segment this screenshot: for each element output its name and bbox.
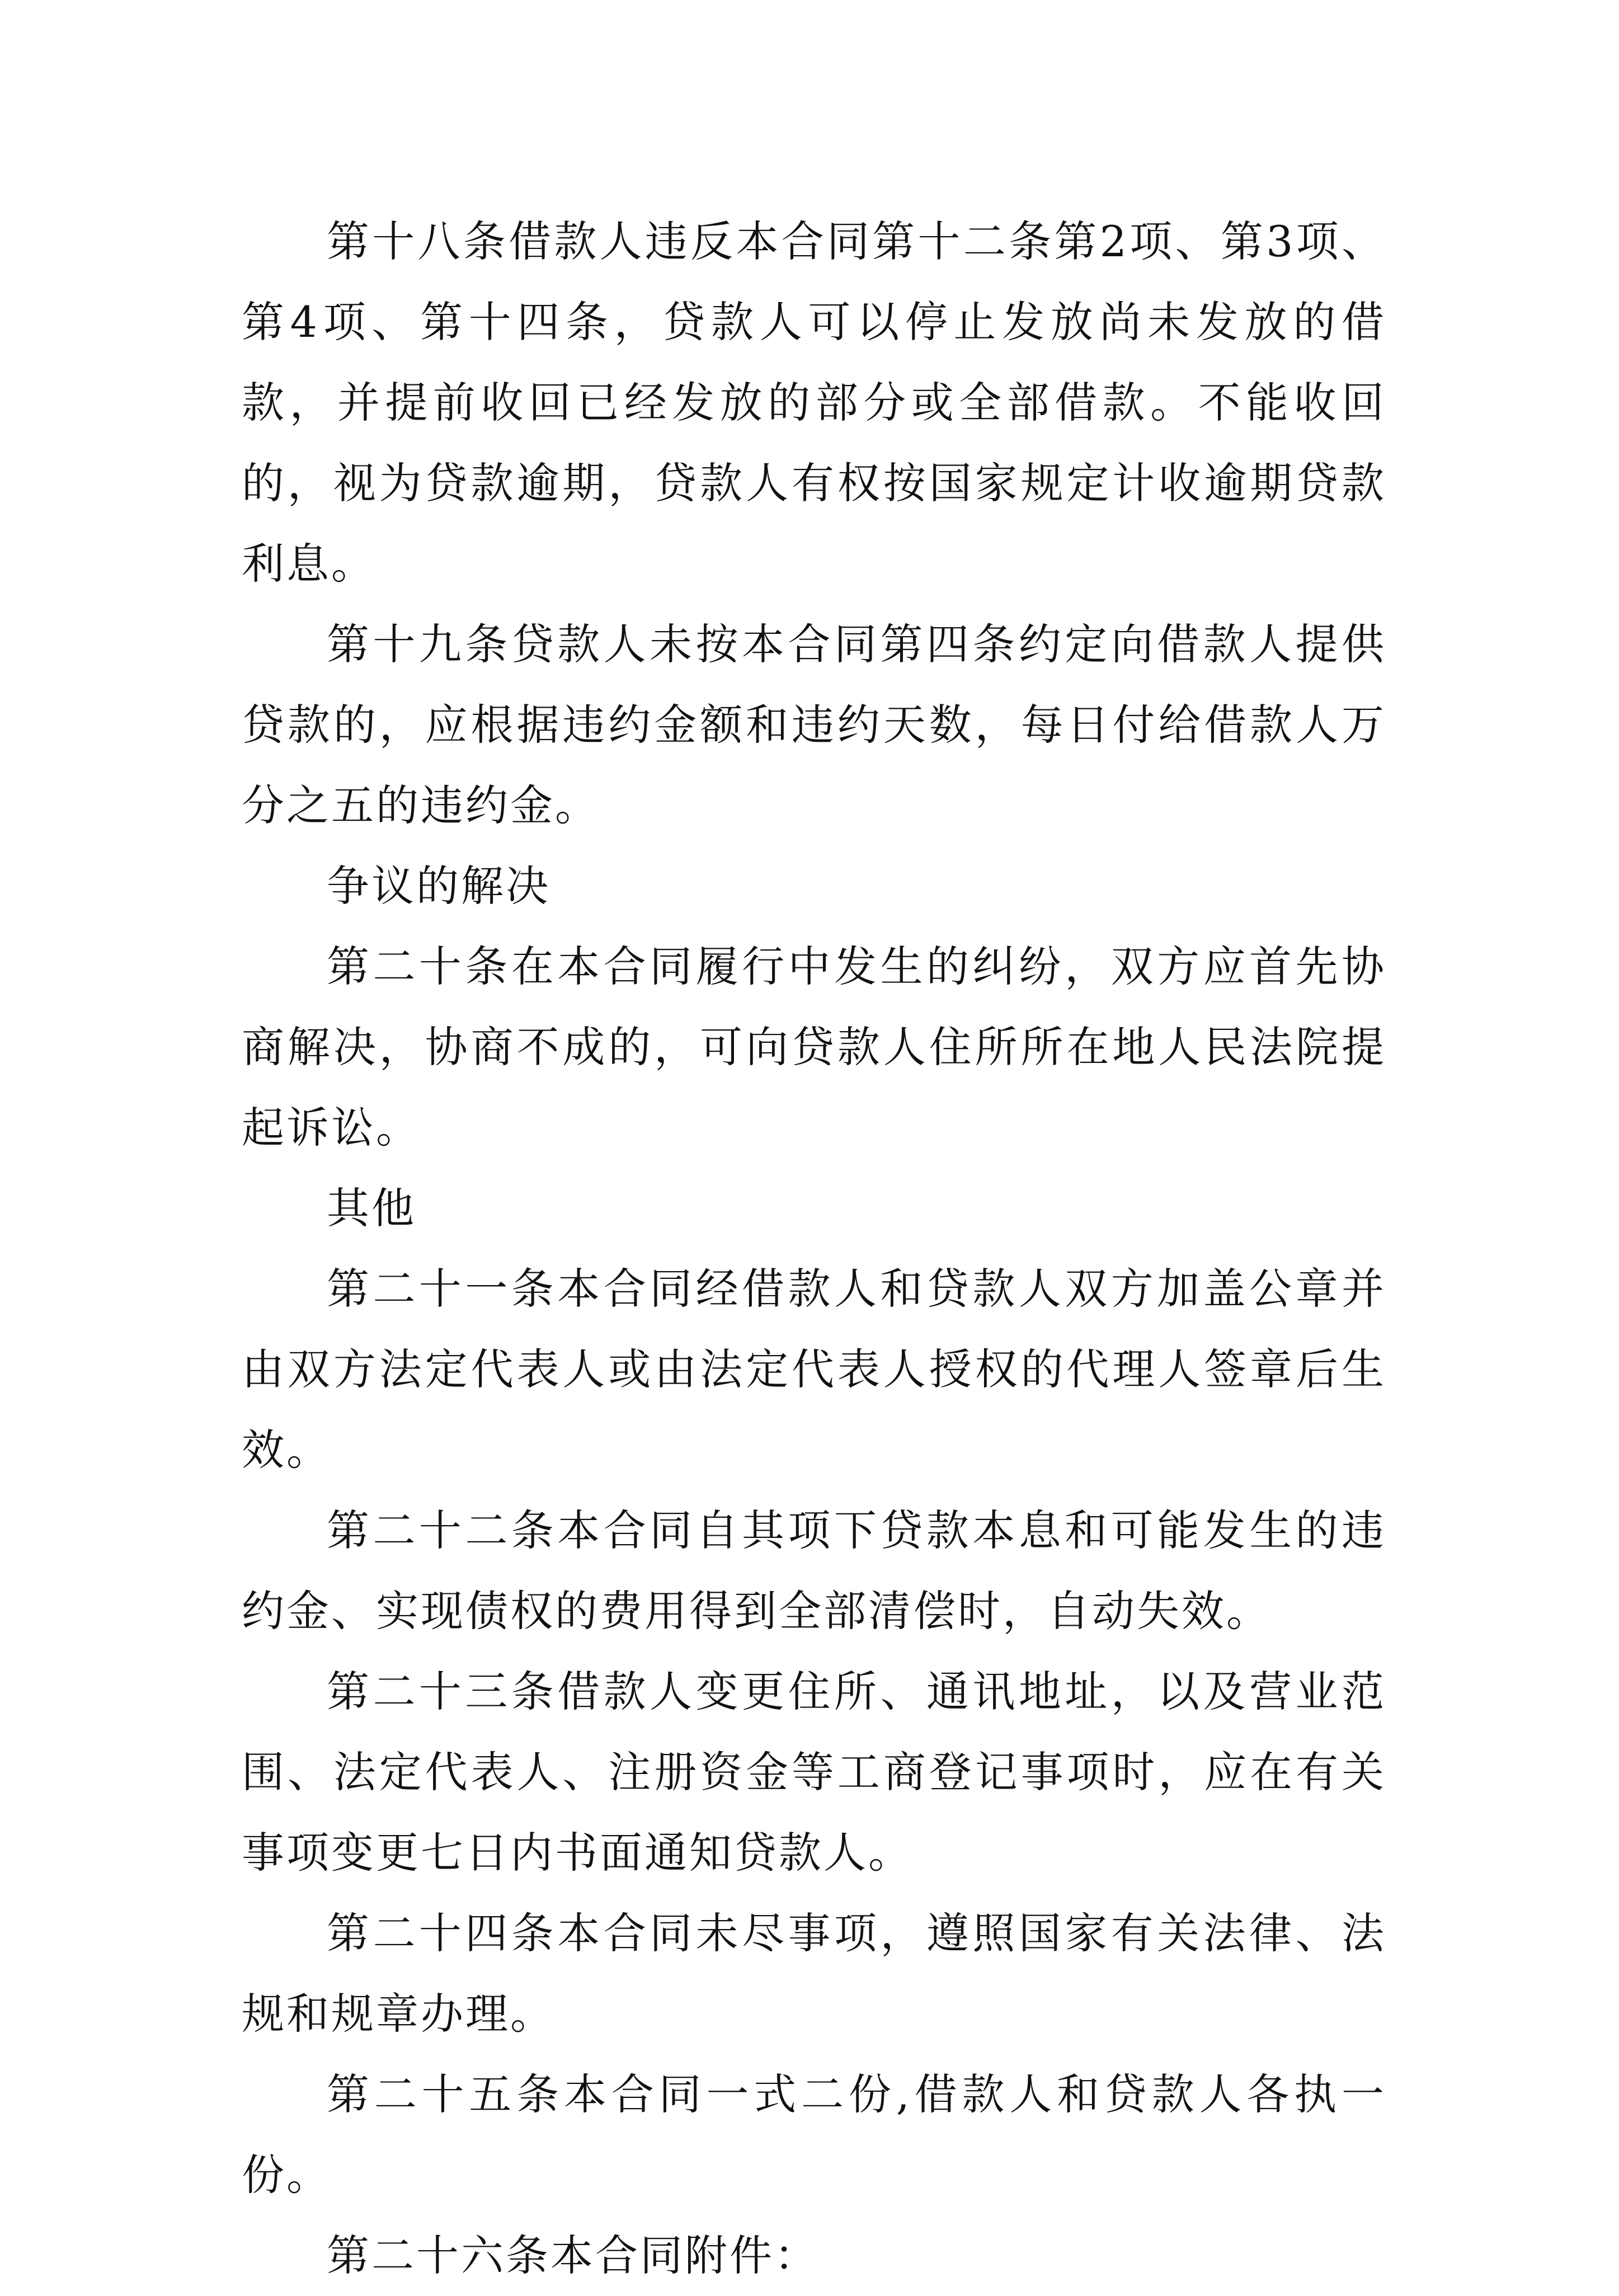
article-18: 第十八条借款人违反本合同第十二条第2项、第3项、第4项、第十四条，贷款人可以停止发放尚未发放的借款，并提前收回已经发放的部分或全部借款。不能收回的，视为贷款逾期，贷款人有权按国家规定计收逾期贷款利息。 [242,217,1386,589]
article-21: 第二十一条本合同经借款人和贷款人双方加盖公章并由双方法定代表人或由法定代表人授权的代理人签章后生效。 [242,1264,1386,1475]
article-20: 第二十条在本合同履行中发生的纠纷，双方应首先协商解决，协商不成的，可向贷款人住所所在地人民法院提起诉讼。 [242,942,1386,1152]
article-24: 第二十四条本合同未尽事项，遵照国家有关法律、法规和规章办理。 [242,1908,1386,2039]
article-26: 第二十六条本合同附件： [327,2231,819,2280]
article-22: 第二十二条本合同自其项下贷款本息和可能发生的违约金、实现债权的费用得到全部清偿时，自动失效。 [242,1505,1386,1636]
document-body [242,201,1386,2296]
article-25: 第二十五条本合同一式二份,借款人和贷款人各执一份。 [242,2069,1386,2200]
section-heading-dispute: 争议的解决 [327,861,550,911]
section-heading-other: 其他 [327,1183,416,1233]
article-19: 第十九条贷款人未按本合同第四条约定向借款人提供贷款的，应根据违约金额和违约天数，每日付给借款人万分之五的违约金。 [242,619,1386,830]
article-23: 第二十三条借款人变更住所、通讯地址，以及营业范围、法定代表人、注册资金等工商登记事项时，应在有关事项变更七日内书面通知贷款人。 [242,1667,1386,1878]
